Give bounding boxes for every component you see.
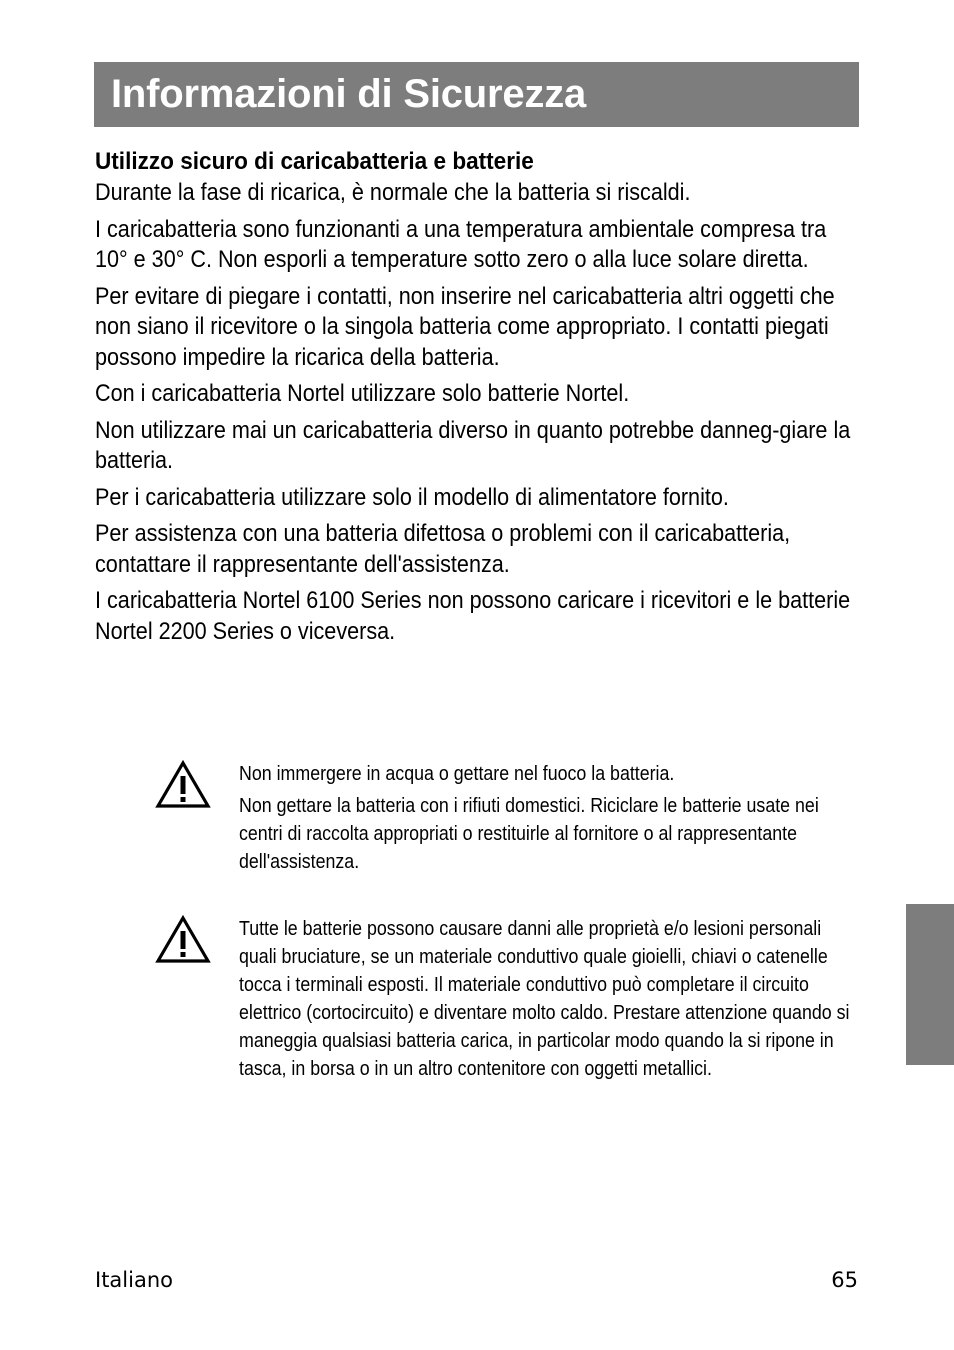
paragraph-8: I caricabatteria Nortel 6100 Series non possono caricare i ricevitori e le batterie Nortel 2200 Series o viceversa. <box>95 587 851 645</box>
warning-triangle-icon <box>155 915 211 965</box>
paragraph-2: I caricabatteria sono funzionanti a una temperatura ambientale compresa tra 10° e 30° C. Non esporli a temperature sotto zero o alla luce solare diretta. <box>95 215 827 273</box>
side-tab <box>906 904 954 1065</box>
page-title: Informazioni di Sicurezza <box>111 72 587 116</box>
paragraph-1: Durante la fase di ricarica, è normale che la batteria si riscaldi. <box>95 179 691 206</box>
warning-text-1 <box>239 760 859 880</box>
paragraph-7: Per assistenza con una batteria difettosa o problemi con il caricabatteria, contattare il rappresentante dell'assistenza. <box>95 520 791 578</box>
page-number: 65 <box>831 1268 858 1292</box>
title-bar <box>94 62 859 127</box>
main-section <box>95 146 857 653</box>
paragraph-4: Con i caricabatteria Nortel utilizzare solo batterie Nortel. <box>95 380 630 407</box>
warning-1-line-2: Non gettare la batteria con i rifiuti domestici. Riciclare le batterie usate nei centri di raccolta appropriati o restituirle al fornitore o al rappresentante dell'assistenza. <box>239 795 819 873</box>
warning-2-line-1: Tutte le batterie possono causare danni alle proprietà e/o lesioni personali quali bruciature, se un materiale conduttivo quale gioielli, chiavi o catenelle tocca i terminali esposti. Il materiale conduttivo può completare il circuito elettrico (cortocircuito) e diventare molto caldo. Prestare attenzione quando si maneggia qualsiasi batteria carica, in particolar modo quando la si ripone in tasca, in borsa o in un altro contenitore con oggetti metallici. <box>239 918 850 1080</box>
warning-text-2 <box>239 915 859 1087</box>
warning-1-line-1: Non immergere in acqua o gettare nel fuoco la batteria. <box>239 763 675 785</box>
section-heading: Utilizzo sicuro di caricabatteria e batterie <box>95 148 534 175</box>
paragraph-3: Per evitare di piegare i contatti, non inserire nel caricabatteria altri oggetti che non siano il ricevitore o la singola batteria come appropriato. I contatti piegati possono impedire la ricarica della batteria. <box>95 282 835 371</box>
footer-language: Italiano <box>95 1268 173 1292</box>
paragraph-5: Non utilizzare mai un caricabatteria diverso in quanto potrebbe danneg-giare la batteria. <box>95 416 851 474</box>
paragraph-6: Per i caricabatteria utilizzare solo il modello di alimentatore fornito. <box>95 483 729 511</box>
warning-triangle-icon <box>155 760 211 810</box>
